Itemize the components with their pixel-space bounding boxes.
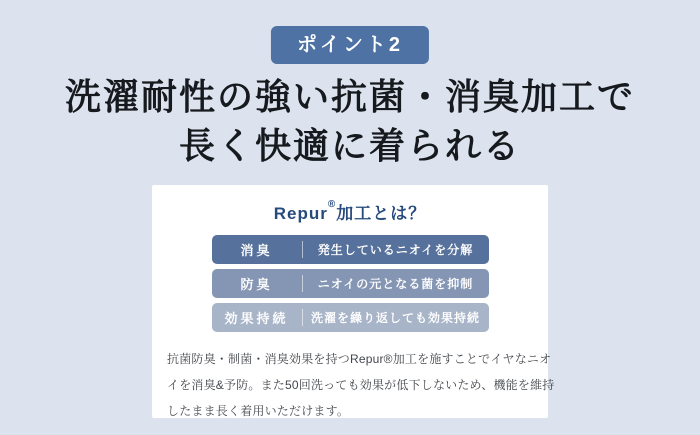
feature-row-odor-prevention [212,269,489,298]
point-badge-label: ポイント2 [296,34,404,56]
row-label: 防臭 [240,277,273,292]
section-heading [0,72,700,170]
card-title [152,199,548,224]
description [167,346,555,424]
point-badge [271,26,429,64]
description-line-1: 抗菌防臭・制菌・消臭効果を持つRepur®加工を施すことでイヤなニオ [167,352,552,366]
info-card [152,185,555,418]
heading-line-2: 長く快適に着られる [178,125,521,166]
row-label: 効果持続 [224,311,289,326]
row-label: 消臭 [240,243,273,258]
brand-name: Repur [273,204,328,223]
feature-row-lasting-effect [212,303,489,332]
heading-line-1: 洗濯耐性の強い抗菌・消臭加工で [64,76,635,117]
row-value: ニオイの元となる菌を抑制 [317,277,474,291]
registered-trademark-mark: ® [327,199,337,210]
feature-row-deodorize [212,235,489,264]
feature-rows [212,235,489,332]
row-value: 洗濯を繰り返しても効果持続 [310,311,480,325]
card-title-suffix: 加工とは？ [336,204,427,223]
description-line-3: したまま長く着用いただけます。 [167,404,350,418]
row-value: 発生しているニオイを分解 [317,243,474,257]
description-line-2: イを消臭&予防。また50回洗っても効果が低下しないため、機能を維持 [167,378,555,392]
